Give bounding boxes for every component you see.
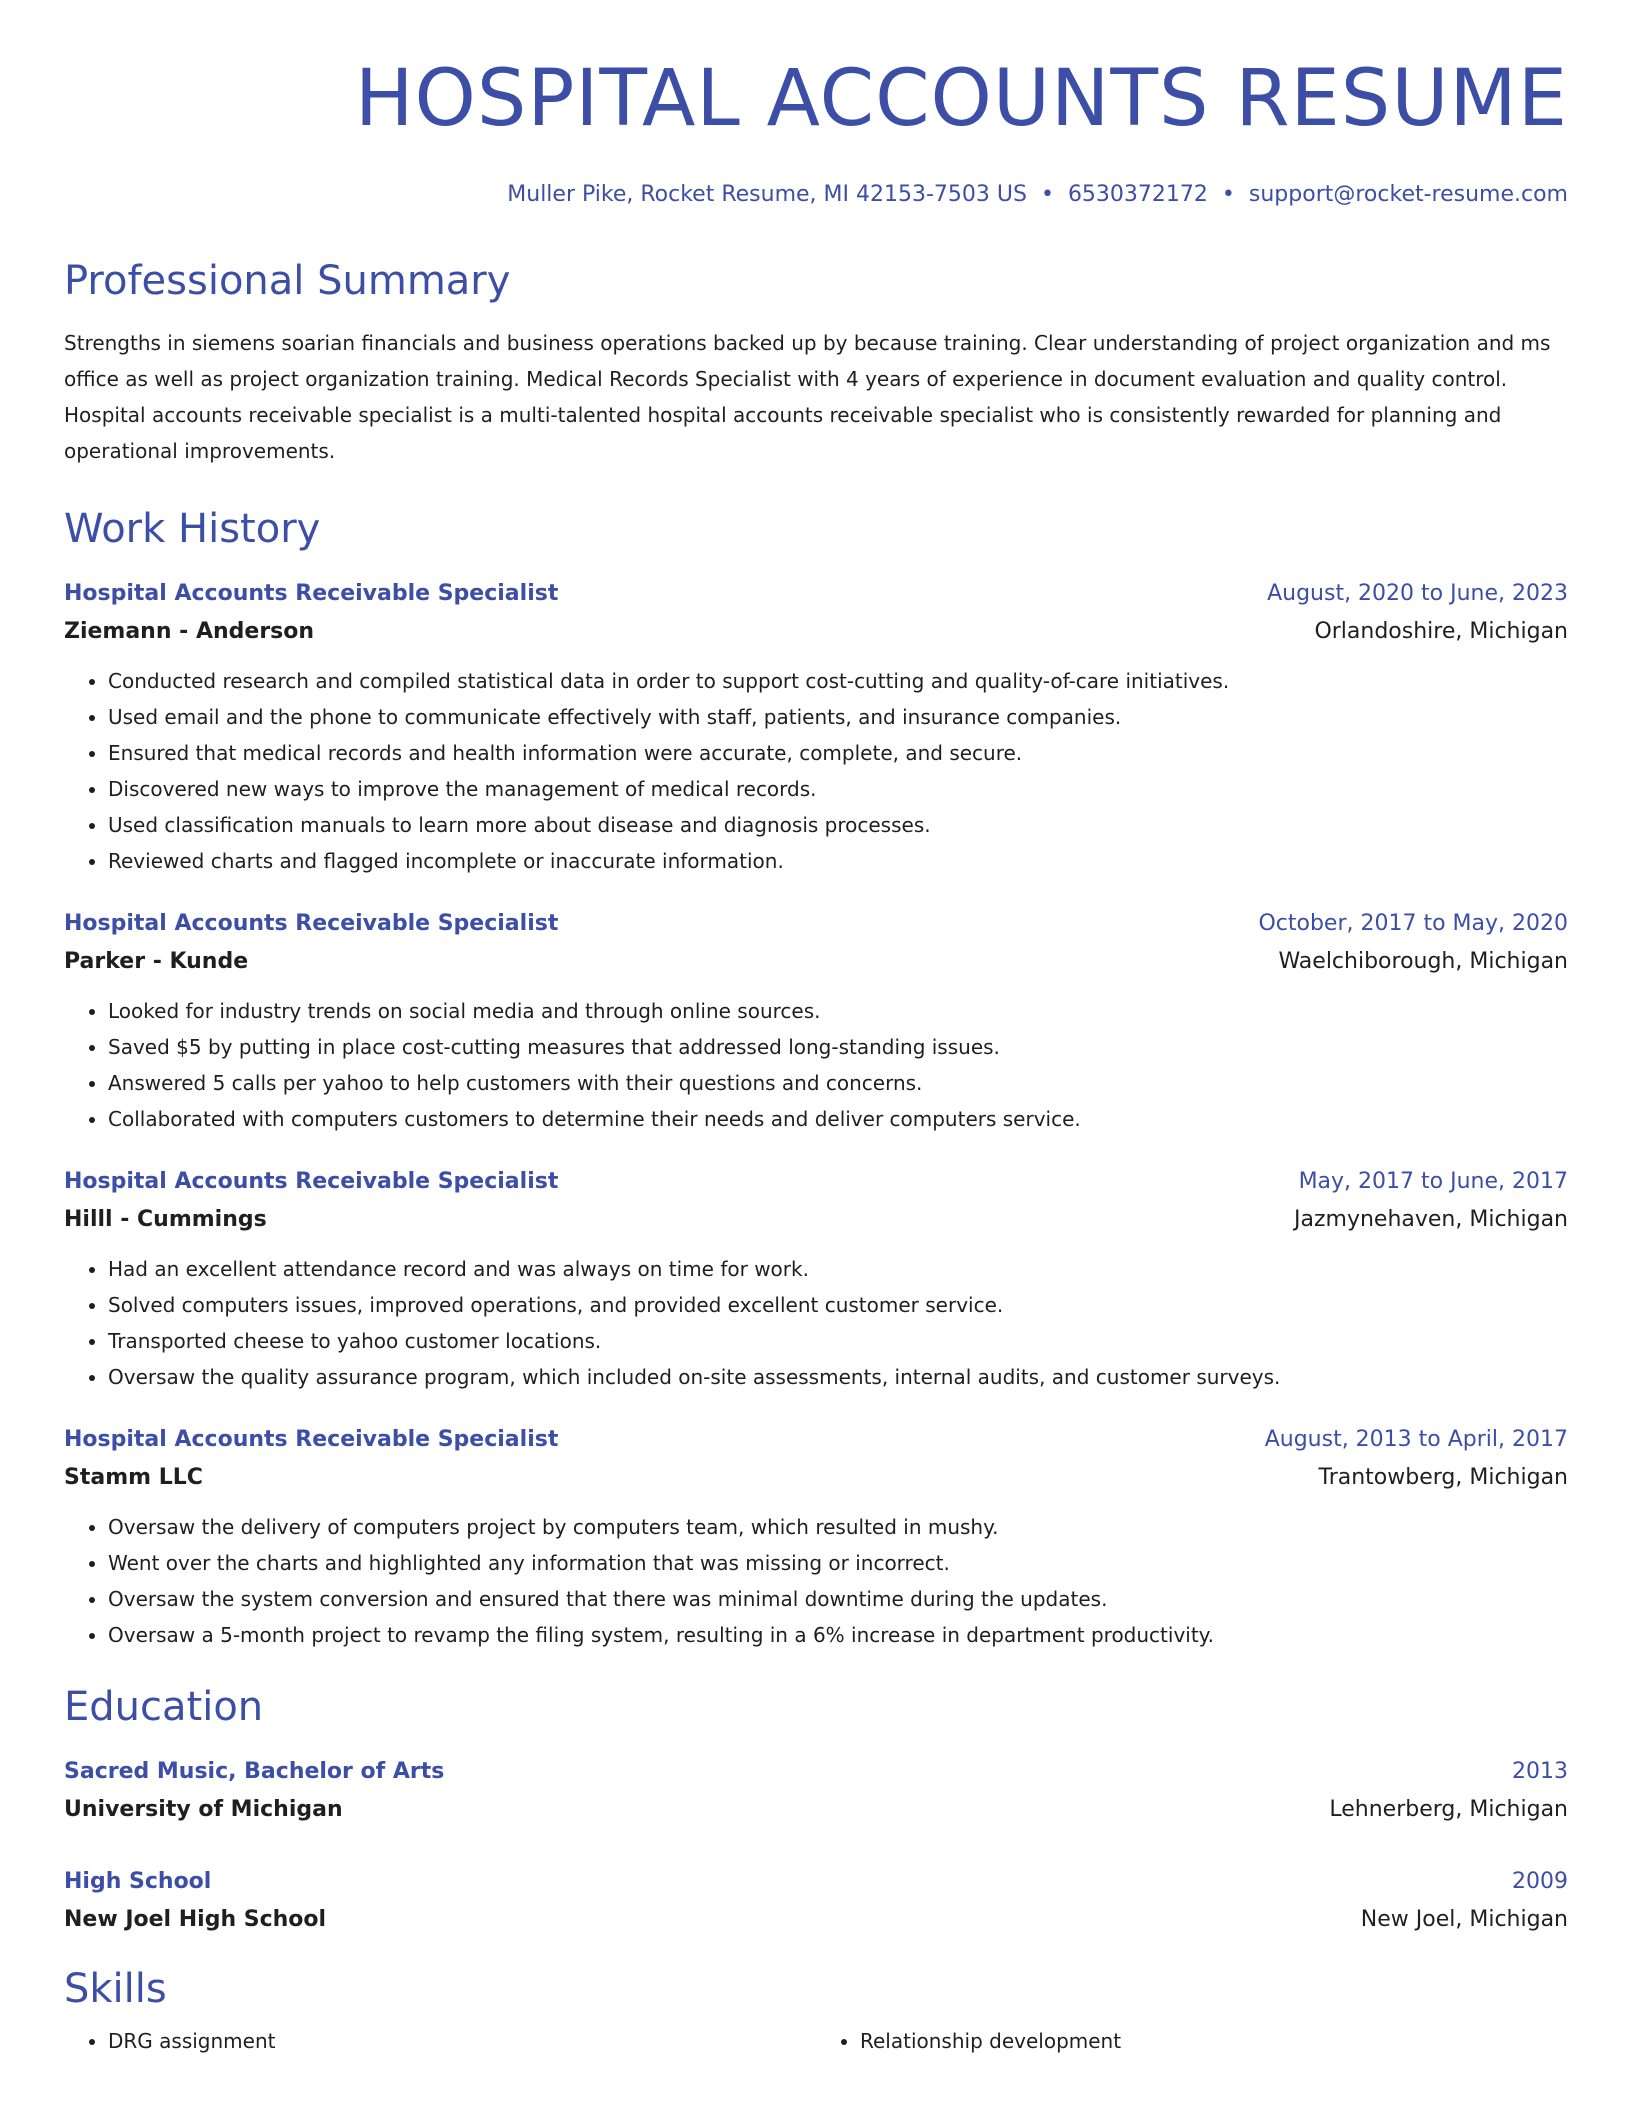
education-year: 2013 xyxy=(1512,1759,1568,1784)
education-school: New Joel High School xyxy=(64,1907,327,1932)
job-bullets xyxy=(64,1251,1568,1395)
contact-separator: • xyxy=(1221,182,1235,207)
job-company: Ziemann - Anderson xyxy=(64,619,315,644)
job-bullet: • Ensured that medical records and health information were accurate, complete, and secure. xyxy=(108,735,1568,771)
job-bullets xyxy=(64,663,1568,879)
job-bullet: • Used email and the phone to communicate effectively with staff, patients, and insurance companies. xyxy=(108,699,1568,735)
contact-phone[interactable]: 6530372172 xyxy=(1067,182,1208,207)
job-bullet: • Oversaw the quality assurance program, which included on-site assessments, internal audits, and customer surveys. xyxy=(108,1359,1568,1395)
job-role: Hospital Accounts Receivable Specialist xyxy=(64,581,559,606)
job-bullet: • Oversaw the system conversion and ensured that there was minimal downtime during the updates. xyxy=(108,1581,1568,1617)
job-bullet: • Transported cheese to yahoo customer locations. xyxy=(108,1323,1568,1359)
job-role: Hospital Accounts Receivable Specialist xyxy=(64,911,559,936)
job-dates: October, 2017 to May, 2020 xyxy=(1258,911,1568,936)
contact-separator: • xyxy=(1040,182,1054,207)
education-location: New Joel, Michigan xyxy=(1360,1907,1568,1932)
job-company: Stamm LLC xyxy=(64,1465,203,1490)
resume-page xyxy=(64,0,1568,2059)
skill-item: • DRG assignment xyxy=(108,2023,816,2059)
job-bullet: • Reviewed charts and flagged incomplete or inaccurate information. xyxy=(108,843,1568,879)
job-company: Parker - Kunde xyxy=(64,949,249,974)
job-bullet: • Discovered new ways to improve the management of medical records. xyxy=(108,771,1568,807)
education-entry xyxy=(64,1753,1568,1829)
job-bullet: • Went over the charts and highlighted any information that was missing or incorrect. xyxy=(108,1545,1568,1581)
job-dates: May, 2017 to June, 2017 xyxy=(1298,1169,1568,1194)
job-bullet: • Looked for industry trends on social media and through online sources. xyxy=(108,993,1568,1029)
job-location: Trantowberg, Michigan xyxy=(1318,1465,1568,1490)
job-entry xyxy=(64,1421,1568,1653)
section-title-education: Education xyxy=(64,1684,264,1730)
job-bullets xyxy=(64,993,1568,1137)
skills-list xyxy=(64,2023,1568,2059)
job-entry xyxy=(64,575,1568,879)
job-location: Orlandoshire, Michigan xyxy=(1314,619,1568,644)
education-degree: Sacred Music, Bachelor of Arts xyxy=(64,1759,445,1784)
skills-column-right xyxy=(816,2023,1568,2059)
job-dates: August, 2020 to June, 2023 xyxy=(1267,581,1568,606)
contact-address: Muller Pike, Rocket Resume, MI 42153-7503 US xyxy=(507,182,1027,207)
job-role: Hospital Accounts Receivable Specialist xyxy=(64,1427,559,1452)
job-bullet: • Solved computers issues, improved operations, and provided excellent customer service. xyxy=(108,1287,1568,1323)
section-title-skills: Skills xyxy=(64,1966,167,2012)
section-title-summary: Professional Summary xyxy=(64,258,511,304)
contact-line xyxy=(64,182,1568,207)
resume-title: HOSPITAL ACCOUNTS RESUME xyxy=(354,54,1568,144)
job-bullets xyxy=(64,1509,1568,1653)
job-bullet: • Oversaw the delivery of computers project by computers team, which resulted in mushy. xyxy=(108,1509,1568,1545)
education-location: Lehnerberg, Michigan xyxy=(1329,1797,1568,1822)
job-bullet: • Conducted research and compiled statistical data in order to support cost-cutting and quality-of-care initiatives. xyxy=(108,663,1568,699)
job-role: Hospital Accounts Receivable Specialist xyxy=(64,1169,559,1194)
education-degree: High School xyxy=(64,1869,212,1894)
job-bullet: • Collaborated with computers customers to determine their needs and deliver computers service. xyxy=(108,1101,1568,1137)
job-bullet: • Saved $5 by putting in place cost-cutting measures that addressed long-standing issues. xyxy=(108,1029,1568,1065)
job-entry xyxy=(64,905,1568,1137)
job-location: Waelchiborough, Michigan xyxy=(1278,949,1568,974)
contact-email[interactable]: support@rocket-resume.com xyxy=(1248,182,1568,207)
education-school: University of Michigan xyxy=(64,1797,343,1822)
skills-column-left xyxy=(64,2023,816,2059)
job-entry xyxy=(64,1163,1568,1395)
job-bullet: • Had an excellent attendance record and was always on time for work. xyxy=(108,1251,1568,1287)
section-title-work-history: Work History xyxy=(64,506,321,552)
job-company: Hilll - Cummings xyxy=(64,1207,267,1232)
job-bullet: • Answered 5 calls per yahoo to help customers with their questions and concerns. xyxy=(108,1065,1568,1101)
summary-text: Strengths in siemens soarian financials and business operations backed up by because training. Clear understanding of project organization and ms office as well as project organization training. Medical Records Specialist with 4 years of experience in document evaluation and quality control. Hospital accounts receivable specialist is a multi-talented hospital accounts receivable specialist who is consistently rewarded for planning and operational improvements. xyxy=(64,331,1551,463)
job-bullet: • Oversaw a 5-month project to revamp the filing system, resulting in a 6% increase in department productivity. xyxy=(108,1617,1568,1653)
education-year: 2009 xyxy=(1512,1869,1568,1894)
skill-item: • Relationship development xyxy=(860,2023,1568,2059)
job-dates: August, 2013 to April, 2017 xyxy=(1264,1427,1568,1452)
job-location: Jazmynehaven, Michigan xyxy=(1294,1207,1568,1232)
job-bullet: • Used classification manuals to learn more about disease and diagnosis processes. xyxy=(108,807,1568,843)
education-entry xyxy=(64,1863,1568,1939)
